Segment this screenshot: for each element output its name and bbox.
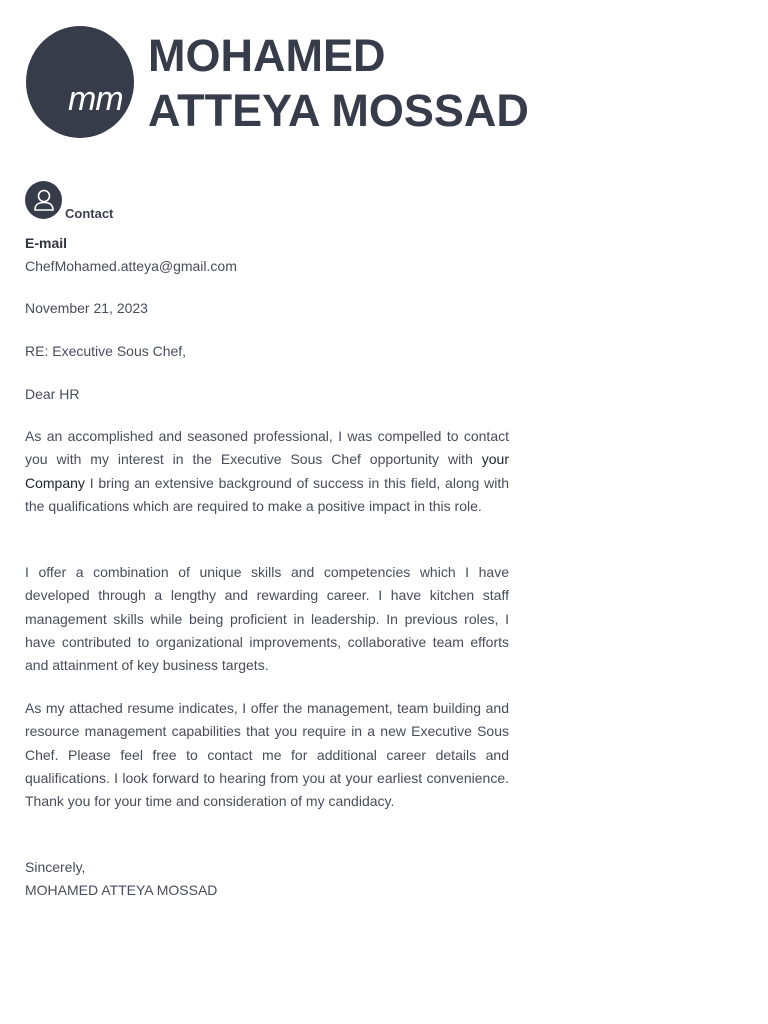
company-placeholder: your Company	[25, 451, 509, 491]
monogram-text: mm	[68, 80, 123, 118]
signer-name: MOHAMED ATTEYA MOSSAD	[25, 882, 218, 898]
letter-closing: Sincerely,	[25, 859, 86, 875]
letter-paragraph-2: I offer a combination of unique skills and competencies which I have developed through a lengthy and rewarding career. I have kitchen staff management skills while being proficient in leadership. In previous roles, I have contributed to organizational improvements, collaborative team efforts and attainment of key business targets.	[25, 564, 509, 674]
letter-date: November 21, 2023	[25, 300, 148, 316]
paragraph-1-start: As an accomplished and seasoned professional, I was compelled to contact you with my interest in the Executive Sous Chef opportunity with	[25, 428, 509, 468]
name-line-1: MOHAMED	[148, 30, 386, 81]
name-line-2: ATTEYA MOSSAD	[148, 85, 529, 136]
paragraph-1-end: I bring an extensive background of success in this field, along with the qualifications which are required to make a positive impact in this role.	[25, 474, 509, 514]
email-label: E-mail	[25, 235, 68, 251]
letter-paragraph-1	[25, 425, 509, 518]
contact-heading: Contact	[65, 206, 114, 221]
user-icon	[25, 181, 62, 219]
monogram-logo	[26, 26, 134, 138]
letter-subject: RE: Executive Sous Chef,	[25, 343, 187, 359]
letter-salutation: Dear HR	[25, 386, 80, 402]
email-value[interactable]: ChefMohamed.atteya@gmail.com	[25, 258, 237, 274]
letter-paragraph-3: As my attached resume indicates, I offer the management, team building and resource management capabilities that you require in a new Executive Sous Chef. Please feel free to contact me for additional career details and qualifications. I look forward to hearing from you at your earliest convenience. Thank you for your time and consideration of my candidacy.	[25, 700, 509, 810]
